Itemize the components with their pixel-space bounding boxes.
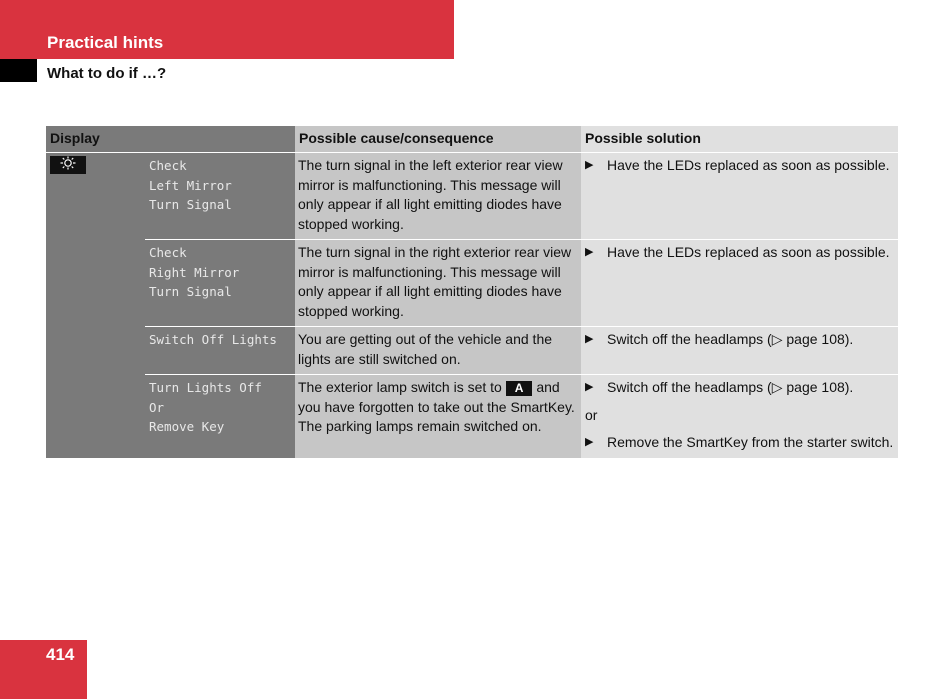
- solution-cell: [581, 240, 898, 327]
- table-row: [46, 240, 898, 327]
- message-line: Turn Lights Off: [149, 380, 262, 395]
- solution-item: [585, 243, 894, 263]
- solution-item: [585, 330, 894, 350]
- solution-text: Have the LEDs replaced as soon as possible.: [607, 157, 890, 173]
- section-title: Practical hints: [47, 33, 164, 52]
- solution-text: Switch off the headlamps (▷ page 108).: [607, 379, 854, 395]
- solution-cell: [581, 327, 898, 375]
- cause-text: You are getting out of the vehicle and the lights are still switched on.: [295, 327, 581, 375]
- solution-item: [585, 156, 894, 176]
- display-icon-cell: [46, 153, 145, 459]
- display-message: [145, 153, 295, 240]
- display-message: [145, 375, 295, 459]
- bullet-arrow-icon: ▶: [585, 436, 594, 448]
- message-line: Switch Off Lights: [149, 332, 277, 347]
- message-line: Right Mirror: [149, 264, 240, 280]
- display-message: [145, 327, 295, 375]
- message-line: Or: [149, 399, 165, 415]
- display-messages-table: [46, 126, 898, 459]
- message-line: Check: [149, 245, 187, 260]
- solution-cell: [581, 375, 898, 459]
- header-solution: Possible solution: [581, 126, 898, 153]
- message-line: Turn Signal: [149, 197, 232, 212]
- table-header-row: [46, 126, 898, 153]
- lamp-switch-position-badge: A: [506, 381, 533, 396]
- cause-text: The exterior lamp switch is set to: [298, 379, 502, 395]
- message-line: Turn Signal: [149, 284, 232, 299]
- solution-text: Remove the SmartKey from the starter switch.: [607, 434, 894, 450]
- header-cause: Possible cause/consequence: [295, 126, 581, 153]
- or-separator: or: [585, 406, 598, 423]
- cause-cell: [295, 375, 581, 459]
- bullet-arrow-icon: ▶: [585, 381, 594, 393]
- cause-text: and you have forgotten to take out the SmartKey. The parking lamps remain switched on.: [298, 379, 575, 434]
- header-display: Display: [46, 126, 295, 153]
- solution-item: [585, 378, 894, 398]
- solution-item: [585, 433, 894, 453]
- page-subtitle: What to do if …?: [47, 65, 167, 82]
- solution-cell: [581, 153, 898, 240]
- display-message: [145, 240, 295, 327]
- section-marker: [0, 59, 37, 82]
- solution-text: Have the LEDs replaced as soon as possible.: [607, 244, 890, 260]
- message-line: Remove Key: [149, 419, 225, 434]
- bullet-arrow-icon: ▶: [585, 246, 594, 258]
- table-row: [46, 153, 898, 240]
- table-row: [46, 375, 898, 459]
- table-row: [46, 327, 898, 375]
- bullet-arrow-icon: ▶: [585, 159, 594, 171]
- message-line: Check: [149, 158, 187, 173]
- exterior-lamp-icon: [50, 156, 86, 174]
- message-line: Left Mirror: [149, 177, 232, 193]
- cause-text: The turn signal in the left exterior rear view mirror is malfunctioning. This message will only appear if all light emitting diodes have stopped working.: [295, 153, 581, 240]
- solution-text: Switch off the headlamps (▷ page 108).: [607, 331, 854, 347]
- page-number: 414: [46, 645, 75, 664]
- bullet-arrow-icon: ▶: [585, 333, 594, 345]
- cause-text: The turn signal in the right exterior rear view mirror is malfunctioning. This message will only appear if all light emitting diodes have stopped working.: [295, 240, 581, 327]
